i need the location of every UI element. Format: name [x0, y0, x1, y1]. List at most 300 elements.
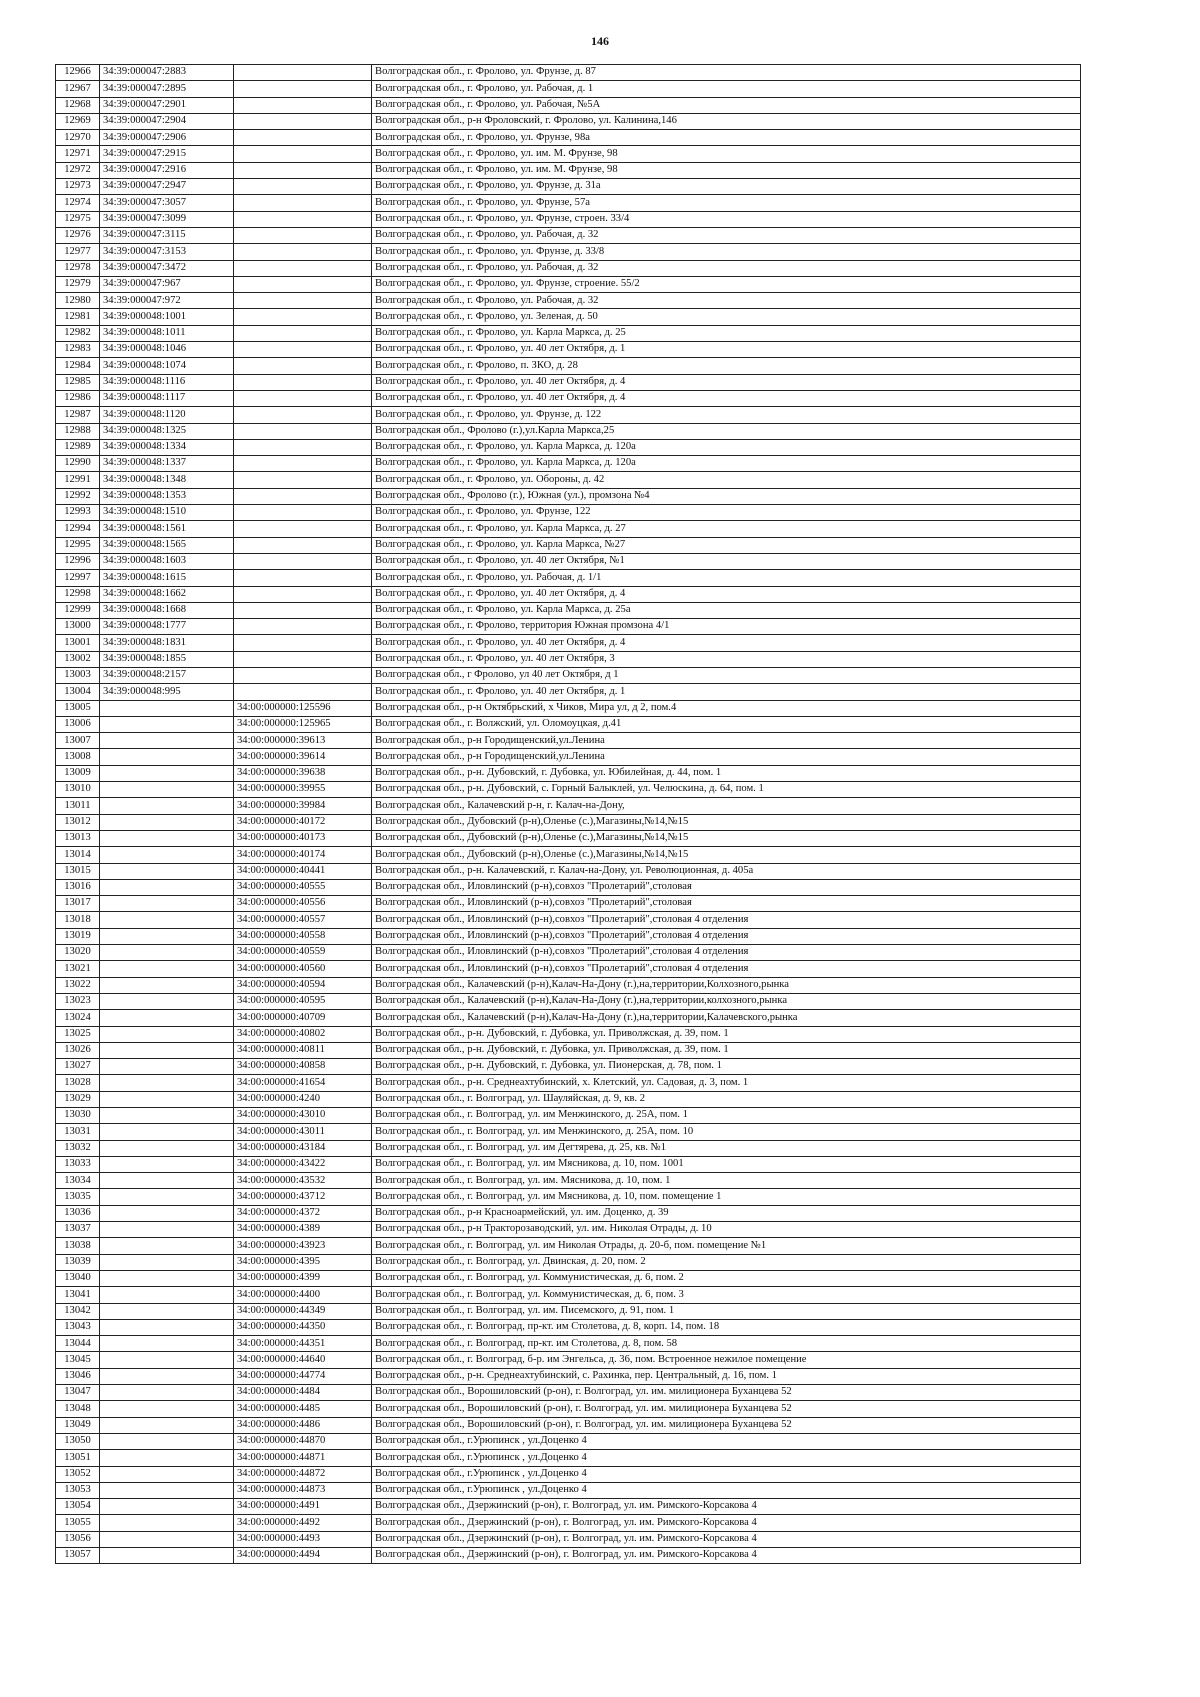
address-cell: Волгоградская обл., Ворошиловский (р-он), г. Волгоград, ул. им. милиционера Буханцева 52	[372, 1385, 1081, 1401]
row-number-cell: 12973	[56, 179, 100, 195]
registry-body	[56, 65, 1081, 1564]
table-row	[56, 1336, 1081, 1352]
cadastral-number-premises-cell: 34:00:000000:43923	[234, 1238, 372, 1254]
row-number-cell: 13010	[56, 782, 100, 798]
table-row	[56, 700, 1081, 716]
address-cell: Волгоградская обл., р-н Красноармейский, ул. им. Доценко, д. 39	[372, 1205, 1081, 1221]
table-row	[56, 814, 1081, 830]
cadastral-number-building-cell	[100, 1417, 234, 1433]
address-cell: Волгоградская обл., р-н. Дубовский, г. Дубовка, ул. Пионерская, д. 78, пом. 1	[372, 1059, 1081, 1075]
table-row	[56, 961, 1081, 977]
cadastral-number-premises-cell: 34:00:000000:44349	[234, 1303, 372, 1319]
cadastral-number-building-cell	[100, 879, 234, 895]
row-number-cell: 13019	[56, 928, 100, 944]
row-number-cell: 13012	[56, 814, 100, 830]
table-row	[56, 749, 1081, 765]
row-number-cell: 13043	[56, 1319, 100, 1335]
row-number-cell: 12985	[56, 374, 100, 390]
cadastral-number-building-cell	[100, 1287, 234, 1303]
row-number-cell: 13020	[56, 945, 100, 961]
cadastral-number-premises-cell: 34:00:000000:44872	[234, 1466, 372, 1482]
cadastral-number-premises-cell: 34:00:000000:44350	[234, 1319, 372, 1335]
address-cell: Волгоградская обл., Фролово (г.),ул.Карла Маркса,25	[372, 423, 1081, 439]
table-row	[56, 1401, 1081, 1417]
table-row	[56, 1352, 1081, 1368]
cadastral-number-premises-cell: 34:00:000000:4372	[234, 1205, 372, 1221]
table-row	[56, 1108, 1081, 1124]
address-cell: Волгоградская обл., г. Фролово, ул. Зеленая, д. 50	[372, 309, 1081, 325]
row-number-cell: 12984	[56, 358, 100, 374]
address-cell: Волгоградская обл., Дзержинский (р-он), г. Волгоград, ул. им. Римского-Корсакова 4	[372, 1548, 1081, 1564]
table-row	[56, 977, 1081, 993]
row-number-cell: 13051	[56, 1450, 100, 1466]
address-cell: Волгоградская обл., г. Волгоград, ул. им. Мясникова, д. 10, пом. 1	[372, 1173, 1081, 1189]
table-row	[56, 896, 1081, 912]
row-number-cell: 13057	[56, 1548, 100, 1564]
cadastral-number-premises-cell	[234, 423, 372, 439]
cadastral-number-building-cell	[100, 1401, 234, 1417]
row-number-cell: 13029	[56, 1091, 100, 1107]
address-cell: Волгоградская обл., р-н. Калачевский, г. Калач-на-Дону, ул. Революционная, д. 405а	[372, 863, 1081, 879]
address-cell: Волгоградская обл., г. Волгоград, ул. им Мясникова, д. 10, пом. 1001	[372, 1156, 1081, 1172]
cadastral-number-building-cell	[100, 1482, 234, 1498]
cadastral-number-premises-cell: 34:00:000000:40560	[234, 961, 372, 977]
cadastral-number-building-cell	[100, 847, 234, 863]
address-cell: Волгоградская обл., г. Фролово, ул. им. М. Фрунзе, 98	[372, 162, 1081, 178]
row-number-cell: 12977	[56, 244, 100, 260]
table-row	[56, 782, 1081, 798]
cadastral-number-building-cell	[100, 1254, 234, 1270]
row-number-cell: 13016	[56, 879, 100, 895]
row-number-cell: 12978	[56, 260, 100, 276]
address-cell: Волгоградская обл., г. Фролово, ул. 40 лет Октября, д. 4	[372, 586, 1081, 602]
address-cell: Волгоградская обл., г. Волгоград, ул. им. Писемского, д. 91, пом. 1	[372, 1303, 1081, 1319]
address-cell: Волгоградская обл., р-н Городищенский,ул.Ленина	[372, 749, 1081, 765]
row-number-cell: 13000	[56, 619, 100, 635]
cadastral-number-premises-cell: 34:00:000000:40558	[234, 928, 372, 944]
row-number-cell: 13035	[56, 1189, 100, 1205]
cadastral-number-building-cell	[100, 830, 234, 846]
row-number-cell: 12982	[56, 325, 100, 341]
cadastral-number-premises-cell: 34:00:000000:43422	[234, 1156, 372, 1172]
cadastral-number-premises-cell: 34:00:000000:43712	[234, 1189, 372, 1205]
address-cell: Волгоградская обл., г. Волгоград, ул. им Менжинского, д. 25А, пом. 10	[372, 1124, 1081, 1140]
address-cell: Волгоградская обл., г. Фролово, ул. Карла Маркса, д. 25а	[372, 602, 1081, 618]
cadastral-number-premises-cell: 34:00:000000:4399	[234, 1270, 372, 1286]
address-cell: Волгоградская обл., Калачевский (р-н),Калач-На-Дону (г.),на,территории,колхозного,рынка	[372, 993, 1081, 1009]
address-cell: Волгоградская обл., Дубовский (р-н),Оленье (с.),Магазины,№14,№15	[372, 830, 1081, 846]
cadastral-number-building-cell	[100, 1531, 234, 1547]
row-number-cell: 13011	[56, 798, 100, 814]
table-row	[56, 1499, 1081, 1515]
row-number-cell: 13040	[56, 1270, 100, 1286]
table-row	[56, 863, 1081, 879]
table-row	[56, 879, 1081, 895]
cadastral-number-building-cell	[100, 1108, 234, 1124]
cadastral-number-building-cell: 34:39:000048:1510	[100, 505, 234, 521]
table-row	[56, 945, 1081, 961]
cadastral-number-premises-cell: 34:00:000000:40557	[234, 912, 372, 928]
table-row	[56, 847, 1081, 863]
cadastral-number-building-cell: 34:39:000048:1334	[100, 439, 234, 455]
table-row	[56, 1091, 1081, 1107]
row-number-cell: 13024	[56, 1010, 100, 1026]
address-cell: Волгоградская обл., р-н. Дубовский, г. Дубовка, ул. Приволжская, д. 39, пом. 1	[372, 1042, 1081, 1058]
table-row	[56, 1238, 1081, 1254]
cadastral-number-building-cell	[100, 700, 234, 716]
cadastral-number-premises-cell: 34:00:000000:125965	[234, 716, 372, 732]
row-number-cell: 12971	[56, 146, 100, 162]
table-row	[56, 1254, 1081, 1270]
table-row	[56, 1124, 1081, 1140]
cadastral-number-building-cell	[100, 945, 234, 961]
table-row	[56, 586, 1081, 602]
table-row	[56, 1270, 1081, 1286]
table-row	[56, 162, 1081, 178]
row-number-cell: 12990	[56, 456, 100, 472]
cadastral-number-building-cell	[100, 1499, 234, 1515]
cadastral-number-premises-cell	[234, 227, 372, 243]
address-cell: Волгоградская обл., г. Фролово, ул. 40 лет Октября, д. 1	[372, 684, 1081, 700]
row-number-cell: 12995	[56, 537, 100, 553]
cadastral-number-building-cell: 34:39:000047:2904	[100, 113, 234, 129]
address-cell: Волгоградская обл., г. Фролово, ул. Карла Маркса, д. 25	[372, 325, 1081, 341]
cadastral-number-building-cell: 34:39:000048:1353	[100, 488, 234, 504]
table-row	[56, 97, 1081, 113]
cadastral-number-building-cell: 34:39:000047:2915	[100, 146, 234, 162]
address-cell: Волгоградская обл., г. Волгоград, ул. им Николая Отрады, д. 20-б, пом. помещение №1	[372, 1238, 1081, 1254]
address-cell: Волгоградская обл., г. Фролово, ул. Рабочая, д. 32	[372, 293, 1081, 309]
cadastral-number-building-cell: 34:39:000048:1565	[100, 537, 234, 553]
table-row	[56, 553, 1081, 569]
row-number-cell: 13001	[56, 635, 100, 651]
cadastral-number-building-cell: 34:39:000047:3115	[100, 227, 234, 243]
address-cell: Волгоградская обл., г. Фролово, ул. Карла Маркса, д. 120а	[372, 456, 1081, 472]
address-cell: Волгоградская обл., г.Урюпинск , ул.Доценко 4	[372, 1466, 1081, 1482]
cadastral-number-premises-cell: 34:00:000000:40174	[234, 847, 372, 863]
cadastral-number-premises-cell	[234, 211, 372, 227]
table-row	[56, 1156, 1081, 1172]
row-number-cell: 12999	[56, 602, 100, 618]
address-cell: Волгоградская обл., г. Фролово, ул. Фрунзе, 57а	[372, 195, 1081, 211]
cadastral-number-premises-cell	[234, 65, 372, 81]
cadastral-number-building-cell: 34:39:000048:995	[100, 684, 234, 700]
cadastral-number-premises-cell	[234, 439, 372, 455]
address-cell: Волгоградская обл., г. Фролово, ул. Фрунзе, д. 87	[372, 65, 1081, 81]
cadastral-number-building-cell: 34:39:000047:2906	[100, 130, 234, 146]
table-row	[56, 1466, 1081, 1482]
cadastral-number-premises-cell: 34:00:000000:40172	[234, 814, 372, 830]
row-number-cell: 13053	[56, 1482, 100, 1498]
address-cell: Волгоградская обл., Иловлинский (р-н),совхоз "Пролетарий",столовая	[372, 896, 1081, 912]
cadastral-number-premises-cell	[234, 635, 372, 651]
table-row	[56, 505, 1081, 521]
row-number-cell: 12970	[56, 130, 100, 146]
cadastral-number-building-cell: 34:39:000048:1337	[100, 456, 234, 472]
address-cell: Волгоградская обл., г. Фролово, ул. Рабочая, №5А	[372, 97, 1081, 113]
table-row	[56, 1042, 1081, 1058]
cadastral-number-building-cell	[100, 1319, 234, 1335]
cadastral-number-building-cell	[100, 1075, 234, 1091]
row-number-cell: 12997	[56, 570, 100, 586]
cadastral-number-building-cell	[100, 765, 234, 781]
table-row	[56, 1287, 1081, 1303]
cadastral-number-building-cell: 34:39:000048:1120	[100, 407, 234, 423]
address-cell: Волгоградская обл., г. Фролово, ул. 40 лет Октября, 3	[372, 651, 1081, 667]
cadastral-number-building-cell	[100, 1336, 234, 1352]
cadastral-number-building-cell	[100, 1238, 234, 1254]
cadastral-number-premises-cell	[234, 358, 372, 374]
address-cell: Волгоградская обл., г. Фролово, ул. Фрунзе, 122	[372, 505, 1081, 521]
cadastral-number-premises-cell: 34:00:000000:4493	[234, 1531, 372, 1547]
table-row	[56, 1026, 1081, 1042]
row-number-cell: 13026	[56, 1042, 100, 1058]
table-row	[56, 1189, 1081, 1205]
address-cell: Волгоградская обл., р-н. Среднеахтубинский, х. Клетский, ул. Садовая, д. 3, пом. 1	[372, 1075, 1081, 1091]
cadastral-number-premises-cell: 34:00:000000:40595	[234, 993, 372, 1009]
row-number-cell: 13037	[56, 1222, 100, 1238]
cadastral-number-premises-cell	[234, 619, 372, 635]
row-number-cell: 12976	[56, 227, 100, 243]
cadastral-number-premises-cell	[234, 407, 372, 423]
cadastral-number-premises-cell	[234, 293, 372, 309]
cadastral-number-building-cell	[100, 1026, 234, 1042]
table-row	[56, 146, 1081, 162]
cadastral-number-building-cell: 34:39:000047:3153	[100, 244, 234, 260]
cadastral-number-premises-cell	[234, 651, 372, 667]
address-cell: Волгоградская обл., Дубовский (р-н),Оленье (с.),Магазины,№14,№15	[372, 847, 1081, 863]
cadastral-number-premises-cell: 34:00:000000:39984	[234, 798, 372, 814]
address-cell: Волгоградская обл., г. Фролово, ул. Рабочая, д. 32	[372, 260, 1081, 276]
row-number-cell: 13049	[56, 1417, 100, 1433]
address-cell: Волгоградская обл., г. Фролово, ул. Рабочая, д. 32	[372, 227, 1081, 243]
table-row	[56, 439, 1081, 455]
row-number-cell: 12967	[56, 81, 100, 97]
row-number-cell: 13052	[56, 1466, 100, 1482]
cadastral-number-premises-cell: 34:00:000000:4484	[234, 1385, 372, 1401]
row-number-cell: 12988	[56, 423, 100, 439]
address-cell: Волгоградская обл., Дзержинский (р-он), г. Волгоград, ул. им. Римского-Корсакова 4	[372, 1499, 1081, 1515]
row-number-cell: 13004	[56, 684, 100, 700]
row-number-cell: 12983	[56, 342, 100, 358]
page-number: 146	[591, 34, 609, 48]
cadastral-number-premises-cell	[234, 667, 372, 683]
address-cell: Волгоградская обл., Калачевский р-н, г. Калач-на-Дону,	[372, 798, 1081, 814]
cadastral-number-building-cell	[100, 977, 234, 993]
row-number-cell: 13048	[56, 1401, 100, 1417]
address-cell: Волгоградская обл., Дзержинский (р-он), г. Волгоград, ул. им. Римского-Корсакова 4	[372, 1531, 1081, 1547]
row-number-cell: 13045	[56, 1352, 100, 1368]
address-cell: Волгоградская обл., г. Волжский, ул. Оломоуцкая, д.41	[372, 716, 1081, 732]
address-cell: Волгоградская обл., г. Фролово, ул. 40 лет Октября, №1	[372, 553, 1081, 569]
cadastral-number-building-cell	[100, 1156, 234, 1172]
row-number-cell: 13042	[56, 1303, 100, 1319]
address-cell: Волгоградская обл., г. Фролово, ул. Карла Маркса, д. 27	[372, 521, 1081, 537]
table-row	[56, 276, 1081, 292]
cadastral-number-premises-cell	[234, 325, 372, 341]
cadastral-number-premises-cell	[234, 521, 372, 537]
address-cell: Волгоградская обл., г. Фролово, ул. Обороны, д. 42	[372, 472, 1081, 488]
address-cell: Волгоградская обл., Иловлинский (р-н),совхоз "Пролетарий",столовая 4 отделения	[372, 961, 1081, 977]
cadastral-number-premises-cell: 34:00:000000:4485	[234, 1401, 372, 1417]
row-number-cell: 12994	[56, 521, 100, 537]
cadastral-number-building-cell	[100, 1010, 234, 1026]
cadastral-number-premises-cell	[234, 472, 372, 488]
table-row	[56, 830, 1081, 846]
table-row	[56, 570, 1081, 586]
table-row	[56, 716, 1081, 732]
cadastral-number-building-cell	[100, 733, 234, 749]
table-row	[56, 667, 1081, 683]
row-number-cell: 12992	[56, 488, 100, 504]
cadastral-number-building-cell: 34:39:000047:3472	[100, 260, 234, 276]
cadastral-number-premises-cell: 34:00:000000:4494	[234, 1548, 372, 1564]
cadastral-number-premises-cell	[234, 553, 372, 569]
row-number-cell: 13028	[56, 1075, 100, 1091]
table-row	[56, 521, 1081, 537]
row-number-cell: 13041	[56, 1287, 100, 1303]
row-number-cell: 12987	[56, 407, 100, 423]
row-number-cell: 13055	[56, 1515, 100, 1531]
address-cell: Волгоградская обл., Иловлинский (р-н),совхоз "Пролетарий",столовая 4 отделения	[372, 945, 1081, 961]
cadastral-number-building-cell: 34:39:000048:1116	[100, 374, 234, 390]
table-row	[56, 227, 1081, 243]
row-number-cell: 12968	[56, 97, 100, 113]
address-cell: Волгоградская обл., г. Фролово, ул. им. М. Фрунзе, 98	[372, 146, 1081, 162]
address-cell: Волгоградская обл., г. Фролово, ул. Карла Маркса, д. 120а	[372, 439, 1081, 455]
address-cell: Волгоградская обл., Ворошиловский (р-он), г. Волгоград, ул. им. милиционера Буханцева 52	[372, 1417, 1081, 1433]
cadastral-number-premises-cell: 34:00:000000:43184	[234, 1140, 372, 1156]
row-number-cell: 13056	[56, 1531, 100, 1547]
address-cell: Волгоградская обл., г. Волгоград, ул. им Дегтярева, д. 25, кв. №1	[372, 1140, 1081, 1156]
address-cell: Волгоградская обл., г. Волгоград, ул. Двинская, д. 20, пом. 2	[372, 1254, 1081, 1270]
cadastral-number-premises-cell: 34:00:000000:39955	[234, 782, 372, 798]
row-number-cell: 12972	[56, 162, 100, 178]
address-cell: Волгоградская обл., г. Фролово, ул. Фрунзе, д. 33/8	[372, 244, 1081, 260]
cadastral-number-premises-cell	[234, 260, 372, 276]
cadastral-number-premises-cell: 34:00:000000:44870	[234, 1433, 372, 1449]
cadastral-number-premises-cell: 34:00:000000:40802	[234, 1026, 372, 1042]
cadastral-number-building-cell: 34:39:000047:3057	[100, 195, 234, 211]
row-number-cell: 12974	[56, 195, 100, 211]
cadastral-number-building-cell: 34:39:000047:967	[100, 276, 234, 292]
cadastral-number-premises-cell	[234, 113, 372, 129]
address-cell: Волгоградская обл., г. Фролово, ул. Фрунзе, 98а	[372, 130, 1081, 146]
table-row	[56, 993, 1081, 1009]
table-row	[56, 765, 1081, 781]
table-row	[56, 293, 1081, 309]
address-cell: Волгоградская обл., г. Фролово, ул. Фрунзе, д. 122	[372, 407, 1081, 423]
cadastral-number-premises-cell: 34:00:000000:39638	[234, 765, 372, 781]
cadastral-number-premises-cell: 34:00:000000:4400	[234, 1287, 372, 1303]
cadastral-number-premises-cell: 34:00:000000:44873	[234, 1482, 372, 1498]
cadastral-number-building-cell: 34:39:000048:1777	[100, 619, 234, 635]
cadastral-number-building-cell	[100, 1433, 234, 1449]
row-number-cell: 13015	[56, 863, 100, 879]
table-row	[56, 651, 1081, 667]
table-row	[56, 195, 1081, 211]
cadastral-number-premises-cell: 34:00:000000:40858	[234, 1059, 372, 1075]
table-row	[56, 130, 1081, 146]
row-number-cell: 13002	[56, 651, 100, 667]
row-number-cell: 12986	[56, 390, 100, 406]
table-row	[56, 113, 1081, 129]
table-row	[56, 1531, 1081, 1547]
cadastral-number-building-cell: 34:39:000048:1615	[100, 570, 234, 586]
address-cell: Волгоградская обл., г Фролово, ул 40 лет Октября, д 1	[372, 667, 1081, 683]
cadastral-number-building-cell: 34:39:000047:2916	[100, 162, 234, 178]
cadastral-number-building-cell: 34:39:000048:1074	[100, 358, 234, 374]
cadastral-number-premises-cell: 34:00:000000:44351	[234, 1336, 372, 1352]
table-row	[56, 244, 1081, 260]
cadastral-number-premises-cell: 34:00:000000:39613	[234, 733, 372, 749]
row-number-cell: 13050	[56, 1433, 100, 1449]
cadastral-number-building-cell	[100, 1222, 234, 1238]
cadastral-number-premises-cell	[234, 537, 372, 553]
table-row	[56, 1222, 1081, 1238]
table-row	[56, 374, 1081, 390]
table-row	[56, 260, 1081, 276]
table-row	[56, 423, 1081, 439]
address-cell: Волгоградская обл., г. Фролово, территория Южная промзона 4/1	[372, 619, 1081, 635]
row-number-cell: 12996	[56, 553, 100, 569]
cadastral-number-building-cell	[100, 798, 234, 814]
cadastral-number-building-cell	[100, 1303, 234, 1319]
row-number-cell: 13021	[56, 961, 100, 977]
cadastral-number-premises-cell: 34:00:000000:44640	[234, 1352, 372, 1368]
row-number-cell: 13006	[56, 716, 100, 732]
cadastral-number-building-cell	[100, 863, 234, 879]
address-cell: Волгоградская обл., р-н. Дубовский, г. Дубовка, ул. Приволжская, д. 39, пом. 1	[372, 1026, 1081, 1042]
cadastral-number-premises-cell	[234, 146, 372, 162]
cadastral-number-premises-cell: 34:00:000000:44774	[234, 1368, 372, 1384]
cadastral-number-building-cell: 34:39:000048:1325	[100, 423, 234, 439]
address-cell: Волгоградская обл., Фролово (г.), Южная (ул.), промзона №4	[372, 488, 1081, 504]
row-number-cell: 12979	[56, 276, 100, 292]
cadastral-number-premises-cell	[234, 390, 372, 406]
cadastral-number-premises-cell	[234, 162, 372, 178]
row-number-cell: 12980	[56, 293, 100, 309]
cadastral-number-building-cell	[100, 1091, 234, 1107]
table-row	[56, 733, 1081, 749]
cadastral-number-building-cell: 34:39:000047:3099	[100, 211, 234, 227]
cadastral-number-building-cell	[100, 993, 234, 1009]
table-row	[56, 1515, 1081, 1531]
cadastral-number-building-cell	[100, 1140, 234, 1156]
cadastral-number-building-cell	[100, 1059, 234, 1075]
row-number-cell: 13018	[56, 912, 100, 928]
cadastral-number-building-cell	[100, 782, 234, 798]
cadastral-number-building-cell: 34:39:000048:1117	[100, 390, 234, 406]
cadastral-number-building-cell	[100, 961, 234, 977]
address-cell: Волгоградская обл., Дубовский (р-н),Оленье (с.),Магазины,№14,№15	[372, 814, 1081, 830]
row-number-cell: 13030	[56, 1108, 100, 1124]
row-number-cell: 12966	[56, 65, 100, 81]
cadastral-number-building-cell: 34:39:000048:1001	[100, 309, 234, 325]
address-cell: Волгоградская обл., Калачевский (р-н),Калач-На-Дону (г.),на,территории,Колхозного,рынка	[372, 977, 1081, 993]
address-cell: Волгоградская обл., г. Фролово, ул. Рабочая, д. 1/1	[372, 570, 1081, 586]
address-cell: Волгоградская обл., г. Волгоград, пр-кт. им Столетова, д. 8, пом. 58	[372, 1336, 1081, 1352]
cadastral-number-building-cell: 34:39:000048:1603	[100, 553, 234, 569]
cadastral-number-premises-cell: 34:00:000000:40173	[234, 830, 372, 846]
row-number-cell: 13033	[56, 1156, 100, 1172]
address-cell: Волгоградская обл., г.Урюпинск , ул.Доценко 4	[372, 1433, 1081, 1449]
address-cell: Волгоградская обл., р-н. Дубовский, г. Дубовка, ул. Юбилейная, д. 44, пом. 1	[372, 765, 1081, 781]
table-row	[56, 1433, 1081, 1449]
address-cell: Волгоградская обл., г. Волгоград, ул. им Менжинского, д. 25А, пом. 1	[372, 1108, 1081, 1124]
row-number-cell: 13003	[56, 667, 100, 683]
row-number-cell: 13031	[56, 1124, 100, 1140]
